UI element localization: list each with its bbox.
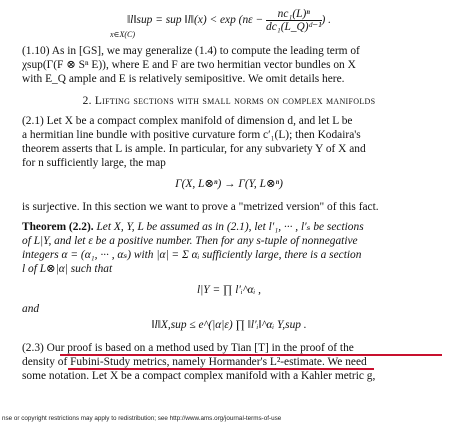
para-110-line-3: with E_Q ample and E is relatively semipositive. We omit details here.: [22, 73, 345, 85]
fraction-denominator: dc₁(L_Q)ᵈ⁻¹: [266, 20, 322, 33]
red-underline-1: [60, 354, 442, 356]
para-23-line-1: (2.3) Our proof is based on a method used by Tian [T] in the proof of the: [22, 342, 354, 354]
red-underline-2: [68, 368, 374, 370]
equation-top-fraction: [266, 8, 322, 33]
equation-top: [0, 6, 458, 34]
equation-top-subscript: x∈X(C): [110, 30, 136, 39]
restriction-equation: l|Y = ∏ l′ᵢ^αᵢ ,: [197, 284, 261, 296]
norm-equation: ‖l‖X,sup ≤ e^(|α|ε) ∏ ‖l′ᵢ‖^αᵢ Y,sup .: [151, 319, 307, 331]
theorem-line-1: [22, 220, 440, 234]
para-110-line-1: (1.10) As in [GS], we may generalize (1.4) to compute the leading term of: [22, 45, 360, 57]
para-surjective: is surjective. In this section we want to prove a "metrized version" of this fact.: [22, 201, 379, 213]
section-heading: 2. Lifting sections with small norms on complex manifolds: [82, 95, 376, 107]
theorem-line-2: of L|Y, and let ε be a positive number. Then for any s-tuple of nonnegative: [22, 235, 358, 247]
equation-top-tail: ) .: [321, 14, 332, 26]
para-23-line-3: some notation. Let X be a compact complex manifold with a Kahler metric g,: [22, 370, 376, 382]
and-word: and: [22, 303, 40, 315]
para-21-line-3: theorem asserts that L is ample. In particular, for any subvariety Y of X and: [22, 143, 366, 155]
para-21-line-2: a hermitian line bundle with positive curvature form c′₁(L); then Kodaira's: [22, 129, 361, 141]
theorem-label: Theorem (2.2).: [22, 221, 94, 233]
para-110-line-2: χsup(Γ(F ⊗ Sⁿ E)), where E and F are two hermitian vector bundles on X: [22, 59, 356, 71]
map-equation: Γ(X, L⊗ⁿ) → Γ(Y, L⊗ⁿ): [175, 178, 283, 190]
fraction-numerator: nc₁(L)ⁿ: [266, 8, 322, 21]
theorem-line-4: l of L⊗|α| such that: [22, 263, 113, 275]
copyright-footer: nse or copyright restrictions may apply to redistribution; see http://www.ams.org/journal-terms-of-use: [2, 415, 282, 422]
para-23-line-2: density of Fubini-Study metrics, namely Hormander's L²-estimate. We need: [22, 356, 367, 368]
para-21-line-4: for n sufficiently large, the map: [22, 157, 166, 169]
theorem-text-1: Let X, Y, L be assumed as in (2.1), let l′₁, ··· , l′ₛ be sections: [93, 221, 364, 233]
para-21-line-1: (2.1) Let X be a compact complex manifold of dimension d, and let L be: [22, 115, 353, 127]
equation-top-lhs: ‖l‖sup = sup ‖l‖(x) < exp (nε −: [126, 14, 267, 26]
theorem-line-3: integers α = (α₁, ··· , αₛ) with |α| = Σ αᵢ sufficiently large, there is a section: [22, 249, 362, 261]
